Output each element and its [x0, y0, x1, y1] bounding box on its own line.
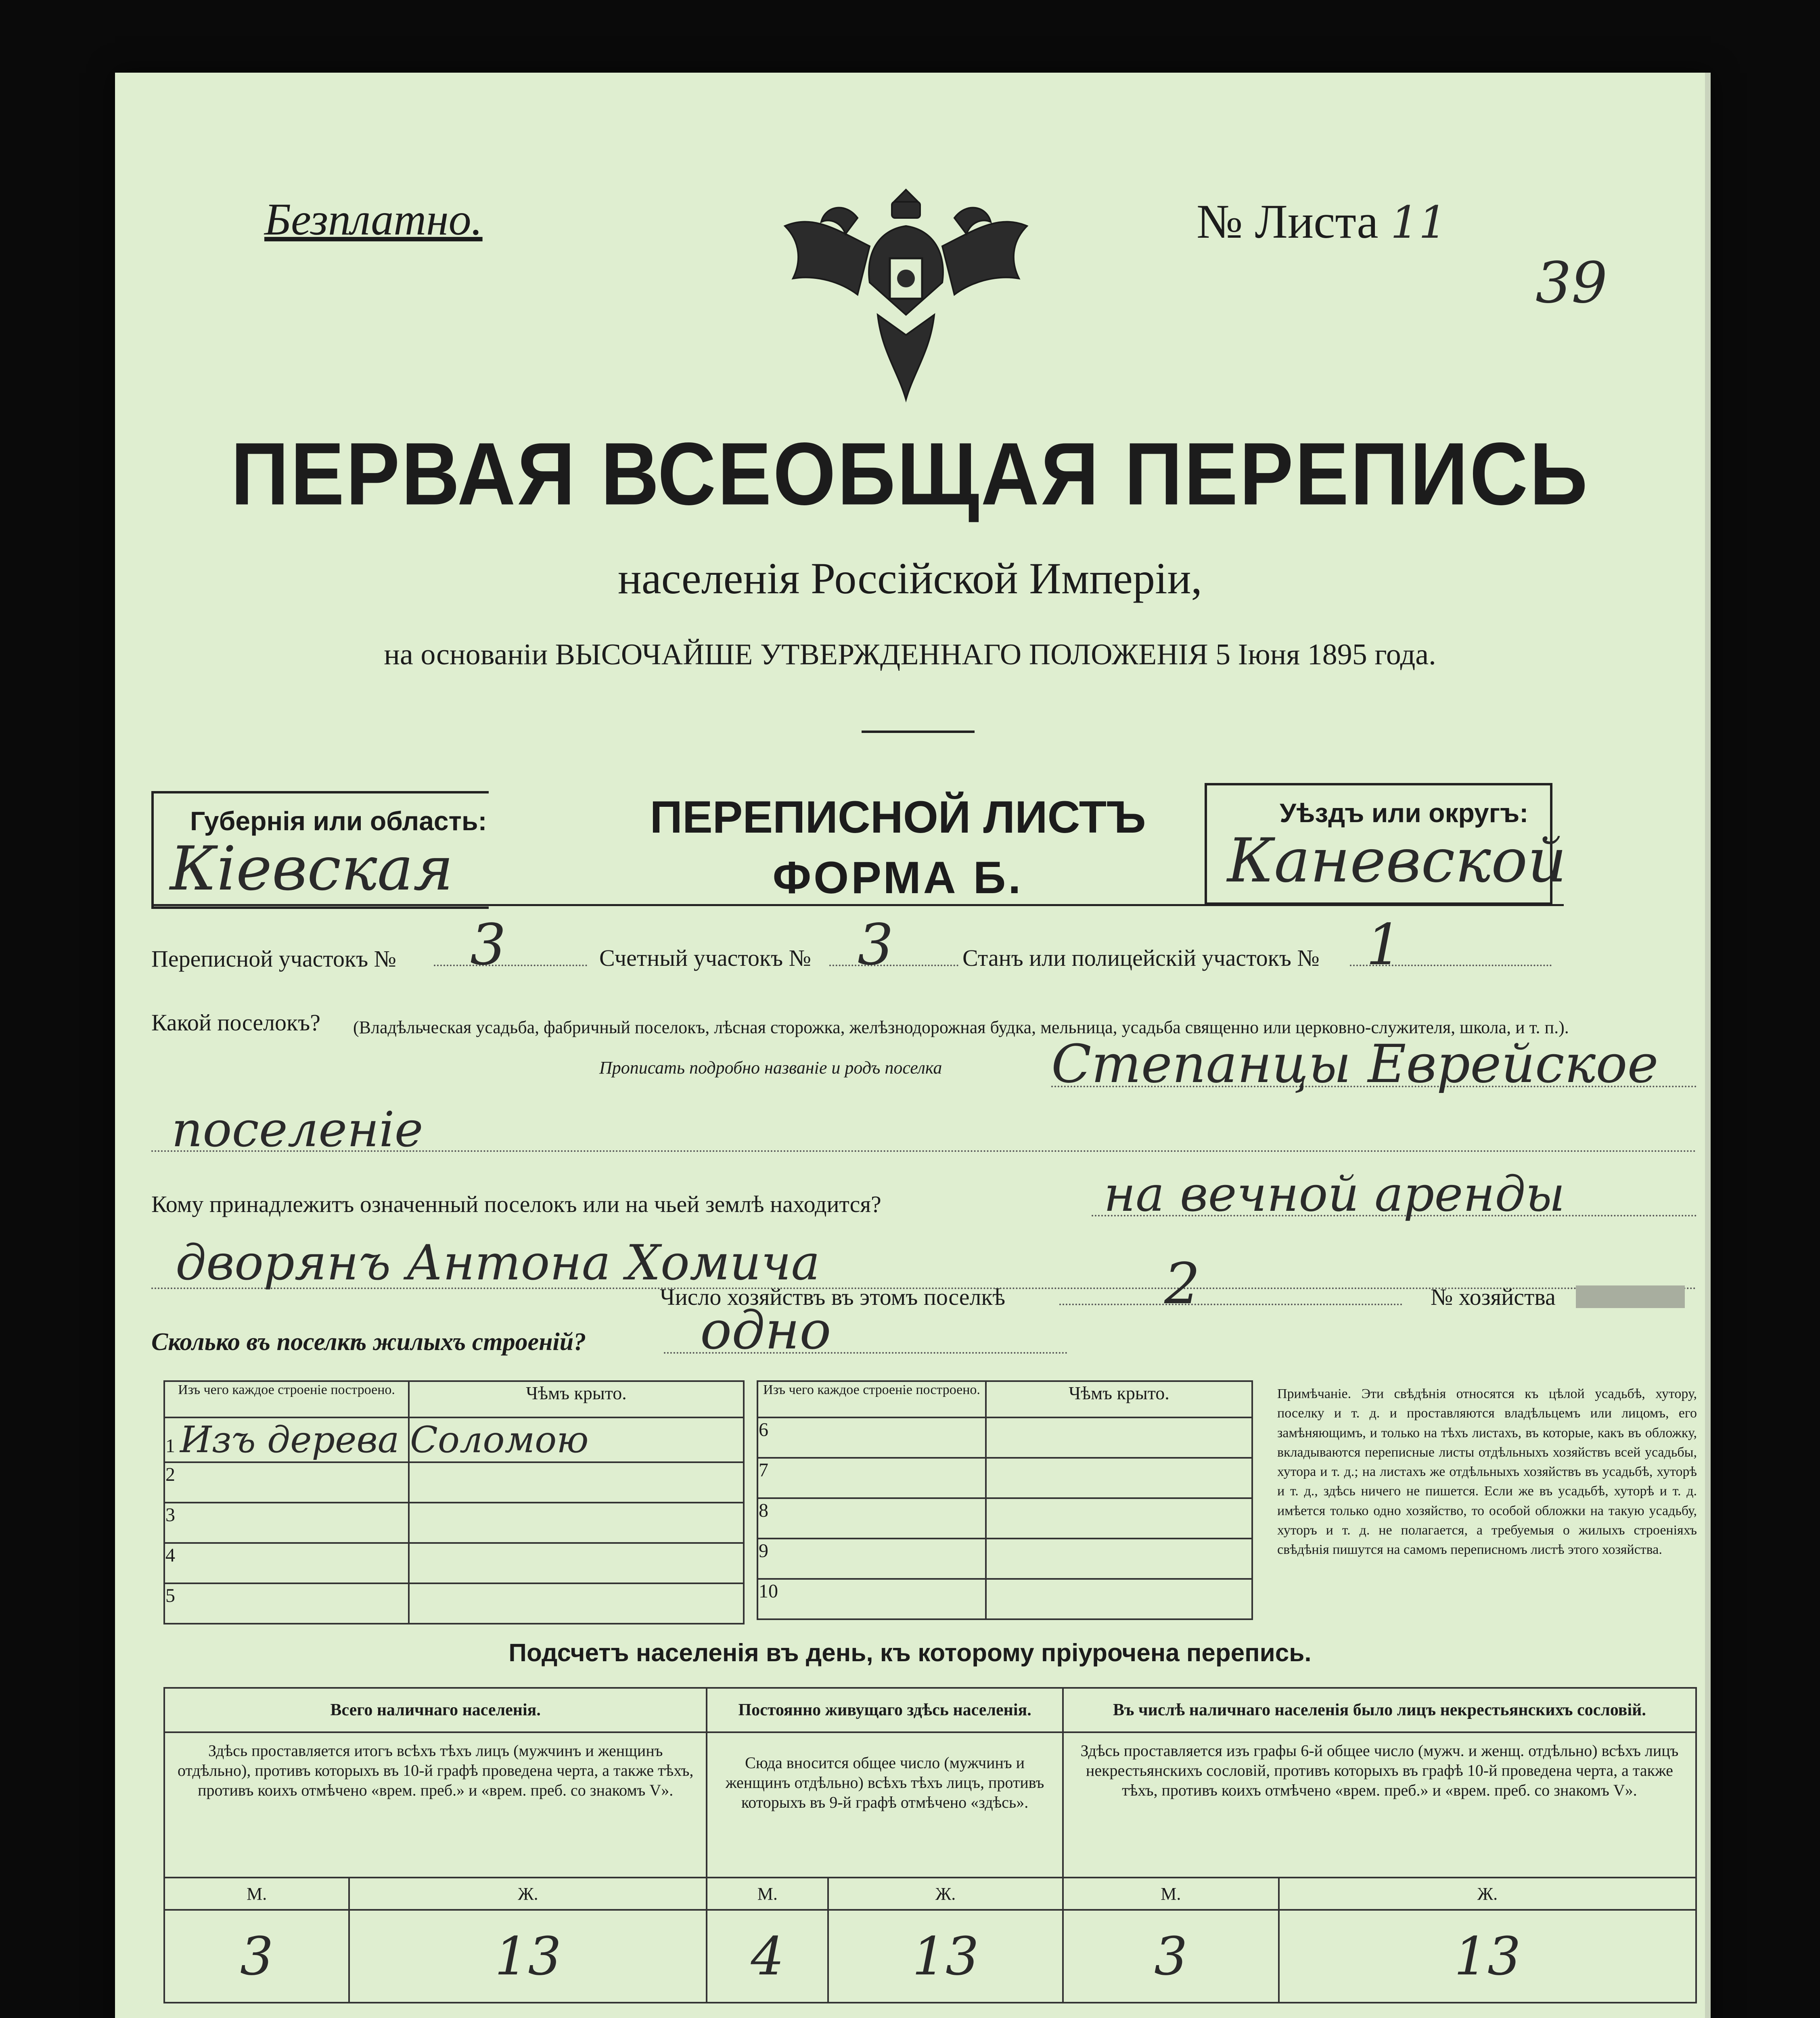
perepis-uchastok-value: 3	[470, 912, 506, 978]
corner-number: 39	[1535, 250, 1608, 316]
count-value: 3	[164, 1910, 349, 2003]
col-material-head: Изъ чего каждое строеніе построено.	[757, 1381, 986, 1417]
owner-value-2: дворянъ Антона Хомича	[176, 1235, 820, 1291]
schet-uchastok-value: 3	[858, 912, 894, 978]
basis-line: на основаніи ВЫСОЧАЙШЕ УТВЕРЖДЕННАГО ПОЛОЖЕНІЯ 5 Іюня 1895 года.	[384, 638, 1436, 671]
col3-text: Здѣсь проставляется изъ графы 6-й общее число (мужч. и женщ. отдѣльно) всѣхъ лицъ некрестьянскихъ сословій, противъ которыхъ въ графѣ 10-й проведена черта, а также тѣхъ, противъ коихъ отмѣчено «врем. преб.» и «врем. преб. со знакомъ V».	[1063, 1732, 1696, 1878]
row-num: 9	[757, 1539, 986, 1579]
households-label: Число хозяйствъ въ этомъ поселкѣ	[660, 1284, 1006, 1310]
col-roof-head: Чѣмъ крыто.	[409, 1381, 744, 1417]
row1-roof: Соломою	[409, 1417, 744, 1462]
gubernia-value: Кіевская	[170, 834, 454, 904]
form-type: ФОРМА Б.	[772, 852, 1023, 903]
row-num: 7	[757, 1458, 986, 1498]
row-num: 1	[165, 1435, 175, 1457]
owner-value: на вечной аренды	[1104, 1166, 1565, 1223]
row-num: 5	[164, 1583, 409, 1624]
count-value: 4	[707, 1910, 828, 2003]
owner-label: Кому принадлежитъ означенный поселокъ или на чьей землѣ находится?	[151, 1191, 881, 1217]
perepis-uchastok-label: Переписной участокъ №	[151, 946, 397, 972]
col1-head: Всего наличнаго населенія.	[164, 1688, 707, 1732]
form-name: ПЕРЕПИСНОЙ ЛИСТЪ	[650, 792, 1146, 842]
buildings-table-left	[163, 1380, 745, 1624]
row1-material: Изъ дерева	[180, 1419, 400, 1461]
count-value: 13	[828, 1910, 1063, 2003]
census-sheet	[115, 73, 1711, 2018]
free-label: Безплатно.	[264, 195, 483, 245]
poselok-hint: (Владѣльческая усадьба, фабричный поселокъ, лѣсная сторожка, желѣзнодорожная будка, мельница, усадьба священно или церковно-служителя, школа, и т. п.).	[353, 1017, 1569, 1037]
row-num: 8	[757, 1498, 986, 1539]
count-value: 13	[1279, 1910, 1696, 2003]
stan-value: 1	[1366, 912, 1402, 978]
note-text: Примѣчаніе. Эти свѣдѣнія относятся къ цѣлой усадьбѣ, хутору, поселку и т. д. и проставляются владѣльцемъ или лицомъ, его замѣняющимъ, и только на тѣхъ листахъ, въ которые, какъ въ обложку, вкладываются переписные листы отдѣльныхъ хозяйствъ всей усадьбы, хутора и т. д.; на листахъ же отдѣльныхъ хозяйствъ въ усадьбѣ, хуторѣ и т. д., здѣсь ничего не пишется. Если же въ усадьбѣ, хуторѣ и т. д. имѣется только одно хозяйство, то особой обложки на такую усадьбу, хуторъ и т. д. не полагается, а требуемыя о жилыхъ строеніяхъ свѣдѣнія пишутся на самомъ переписномъ листѣ этого хозяйства.	[1277, 1386, 1697, 1557]
zh-head: Ж.	[349, 1878, 707, 1910]
row-num: 10	[757, 1579, 986, 1619]
schet-uchastok-label: Счетный участокъ №	[599, 945, 811, 971]
uezd-box	[1205, 783, 1567, 905]
poselok-label: Какой поселокъ?	[151, 1009, 320, 1036]
uezd-label: Уѣздъ или округъ:	[1280, 798, 1529, 828]
col3-head: Въ числѣ наличнаго населенія было лицъ некрестьянскихъ сословій.	[1063, 1688, 1696, 1732]
count-value: 13	[349, 1910, 707, 2003]
zh-head: Ж.	[828, 1878, 1063, 1910]
poselok-value-2: поселеніе	[172, 1102, 423, 1158]
row-num: 2	[164, 1462, 409, 1503]
buildings-label: Сколько въ поселкѣ жилыхъ строеній?	[151, 1328, 586, 1356]
household-no-label: № хозяйства	[1431, 1284, 1556, 1310]
poselok-value: Степанцы Еврейское	[1051, 1033, 1659, 1095]
gubernia-box	[151, 791, 489, 909]
zh-head: Ж.	[1279, 1878, 1696, 1910]
main-title: ПЕРВАЯ ВСЕОБЩАЯ ПЕРЕПИСЬ	[231, 424, 1589, 524]
uezd-value: Каневской	[1227, 826, 1567, 896]
m-head: М.	[707, 1878, 828, 1910]
count-title: Подсчетъ населенія въ день, къ которому пріурочена перепись.	[508, 1639, 1312, 1667]
buildings-value: одно	[700, 1300, 831, 1361]
col-material-head: Изъ чего каждое строеніе построено.	[164, 1381, 409, 1417]
count-table	[163, 1687, 1697, 2003]
sheet-number-value: 11	[1390, 197, 1447, 248]
poselok-hint-2: Прописать подробно названіе и родъ поселка	[599, 1058, 942, 1078]
coat-of-arms-icon	[777, 182, 1035, 408]
household-no-box	[1576, 1285, 1685, 1308]
households-value: 2	[1164, 1251, 1201, 1317]
buildings-table-right	[757, 1380, 1253, 1620]
row-num: 3	[164, 1503, 409, 1543]
title-divider	[862, 731, 975, 733]
gubernia-label: Губернія или область:	[190, 806, 487, 836]
col-roof-head: Чѣмъ крыто.	[986, 1381, 1252, 1417]
col2-head: Постоянно живущаго здѣсь населенія.	[707, 1688, 1063, 1732]
row-num: 6	[757, 1417, 986, 1458]
sub-title: населенія Россійской Имперіи,	[618, 554, 1202, 603]
stan-label: Станъ или полицейскій участокъ №	[962, 945, 1320, 971]
m-head: М.	[164, 1878, 349, 1910]
row-num: 4	[164, 1543, 409, 1583]
col1-text: Здѣсь проставляется итогъ всѣхъ тѣхъ лицъ (мужчинъ и женщинъ отдѣльно), противъ которыхъ въ 10-й графѣ проведена черта, а также тѣхъ, противъ коихъ отмѣчено «врем. преб.» и «врем. преб. со знакомъ V».	[164, 1732, 707, 1878]
col2-text: Сюда вносится общее число (мужчинъ и женщинъ отдѣльно) всѣхъ тѣхъ лицъ, противъ которыхъ въ 9-й графѣ отмѣчено «здѣсь».	[707, 1732, 1063, 1878]
sheet-number-label: № Листа	[1197, 195, 1379, 248]
m-head: М.	[1063, 1878, 1279, 1910]
count-value: 3	[1063, 1910, 1279, 2003]
